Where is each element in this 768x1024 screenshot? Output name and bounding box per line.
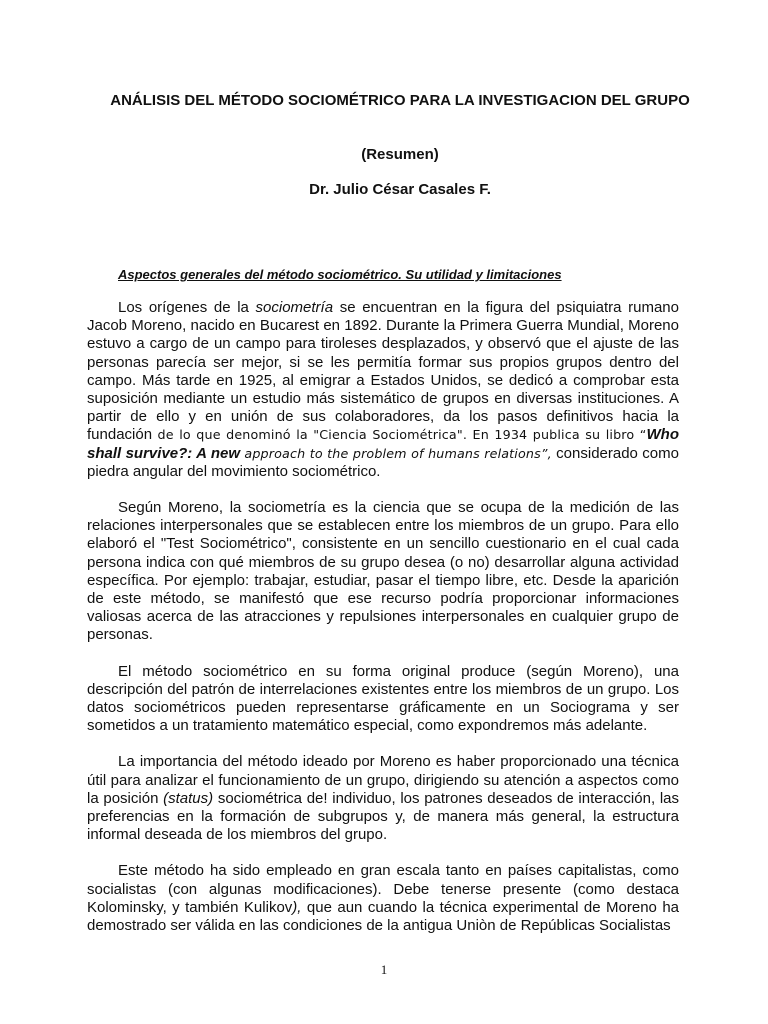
- p5-text-b: ),: [292, 898, 302, 916]
- p1-term-sociometria: sociometría: [255, 299, 334, 316]
- document-title: ANÁLISIS DEL MÉTODO SOCIOMÉTRICO PARA LA INVESTIGACION DEL GRUPO: [110, 92, 690, 109]
- p5-text-a: Este método ha sido empleado en gran escala tanto en países capitalistas, como socialistas (con algunas modificaciones). Debe tenerse presente (como destaca Kolominsky, y también Kulikov: [87, 862, 679, 916]
- paragraph-2: Según Moreno, la sociometría es la ciencia que se ocupa de la medición de las relaciones interpersonales que se establecen entre los miembros de un grupo. Para ello elaboró el "Test Sociométrico", consistente en un sencillo cuestionario en el cual cada persona indica con qué miembros de su grupo desea (o no) desarrollar alguna actividad específica. Por ejemplo: trabajar, estudiar, pasar el tiempo libre, etc. Desde la aparición de este método, se manifestó que ese recurso podría proporcionar informaciones valiosas acerca de las atracciones y repulsiones interpersonales en cualquier grupo de personas.: [87, 499, 679, 644]
- paragraph-5: [87, 862, 679, 935]
- body-text: [87, 299, 679, 953]
- p1-text-a: Los orígenes de la: [118, 299, 256, 316]
- p4-text-c: sociométrica de! individuo, los patrones deseados de interacción, las preferencias en la formación de subgrupos y, de manera más general, la estructura informal deseada de los miembros del grupo.: [87, 789, 679, 844]
- p4-text-a: La importancia del método ideado por Moreno es haber proporcionado una técnica útil para analizar el funcionamiento de un grupo, dirigiendo su atención a aspectos como la posición: [87, 753, 679, 807]
- p1-book-subtitle: approach to the problem of humans relations”,: [240, 445, 552, 461]
- page-number: 1: [380, 962, 388, 977]
- document-author: Dr. Julio César Casales F.: [309, 181, 491, 198]
- paragraph-4: [87, 753, 679, 844]
- p5-text-c: que aun cuando la técnica experimental de Moreno ha demostrado ser válida en las condiciones de la antigua Uniòn de Repúblicas Socialistas: [87, 898, 679, 935]
- section-heading: Aspectos generales del método sociométrico. Su utilidad y limitaciones: [118, 267, 562, 282]
- p4-term-status: (status): [163, 789, 214, 807]
- paragraph-3: El método sociométrico en su forma original produce (según Moreno), una descripción del patrón de interrelaciones existentes entre los miembros de un grupo. Los datos sociométricos pueden representarse gráficamente en un Sociograma y ser sometidos a un tratamiento matemático especial, como expondremos más adelante.: [87, 662, 679, 735]
- p1-book-title: Who shall survive?: A new: [87, 426, 679, 462]
- paragraph-1: [87, 299, 679, 481]
- p1-text-g: considerado como piedra angular del movimiento sociométrico.: [87, 444, 679, 480]
- p1-text-d: de lo que denominó la "Ciencia Sociométrica". En 1934 publica su libro “: [157, 427, 647, 443]
- p1-text-c: se encuentran en la figura del psiquiatra rumano Jacob Moreno, nacido en Bucarest en 1892. Durante la Primera Guerra Mundial, Moreno estuvo a cargo de un campo para tiroleses desplazados, y observó que el ajuste de las personas parecía ser mejor, si se les permitía formar sus propios grupos dentro del campo. Más tarde en 1925, al emigrar a Estados Unidos, se dedicó a comprobar esta suposición mediante un estudio más sistemático de grupos en diversas instituciones. A partir de ello y en unión de sus colaboradores, da los pasos definitivos hacia la fundación: [87, 299, 679, 444]
- document-subtitle: (Resumen): [361, 146, 439, 163]
